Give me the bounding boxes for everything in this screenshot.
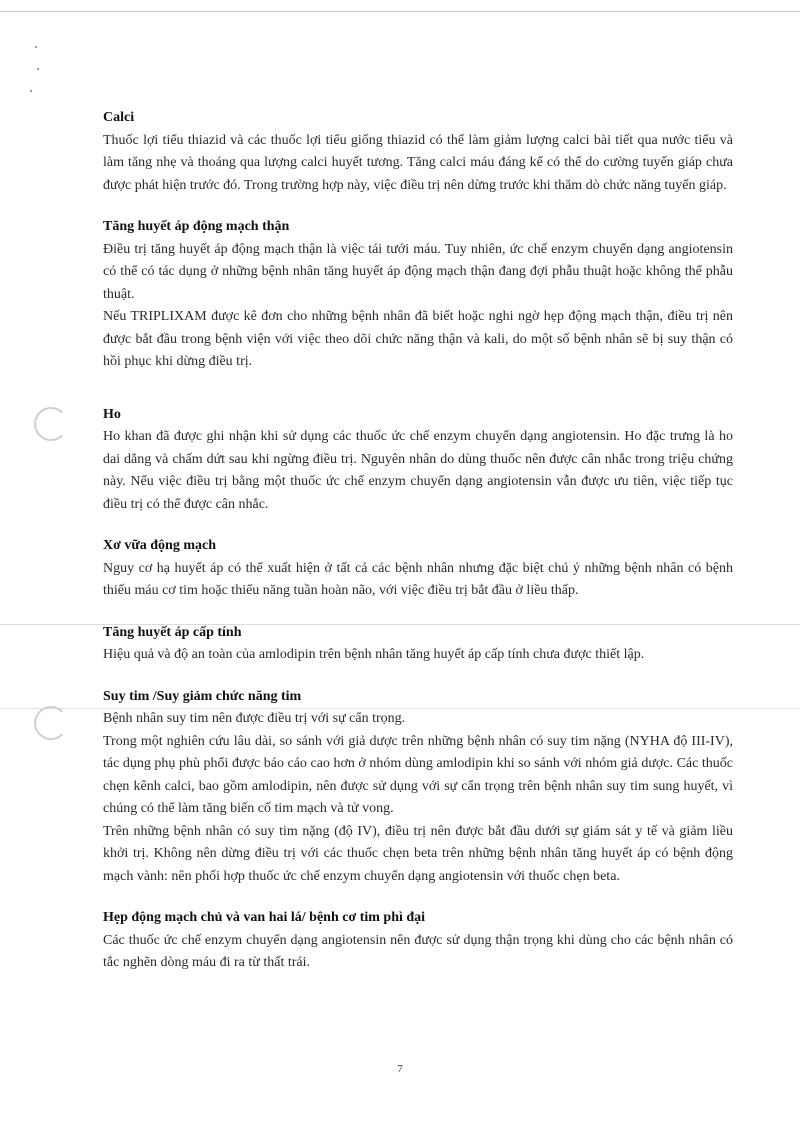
punch-hole-mark (34, 407, 68, 441)
document-body (103, 107, 733, 994)
section-atherosclerosis (103, 535, 733, 603)
section-heading: Suy tim /Suy giảm chức năng tim (103, 688, 302, 704)
paragraph: Ho khan đã được ghi nhận khi sử dụng các thuốc ức chế enzym chuyển dạng angiotensin. Ho đặc trưng là ho dai dẳng và chấm dứt sau khi ngừng điều trị. Nguyên nhân do dùng thuốc nên được cân nhắc trong triệu chứng này. Nếu việc điều trị bằng một thuốc ức chế enzym chuyển dạng angiotensin vẫn được ưu tiên, việc tiếp tục điều trị có thể được cân nhắc. (103, 429, 733, 512)
paragraph: Bệnh nhân suy tim nên được điều trị với sự cẩn trọng. (103, 711, 406, 726)
section-calci (103, 107, 733, 197)
paragraph: Nếu TRIPLIXAM được kê đơn cho những bệnh nhân đã biết hoặc nghi ngờ hẹp động mạch thận, điều trị nên được bắt đầu trong bệnh viện với việc theo dõi chức năng thận và kali, do một số bệnh nhân sẽ bị suy thận có hồi phục khi dừng điều trị. (103, 309, 733, 369)
paragraph: Trên những bệnh nhân có suy tim nặng (độ IV), điều trị nên được bắt đầu dưới sự giám sát y tế và giảm liều khởi trị. Không nên dừng điều trị với các thuốc chẹn beta trên những bệnh nhân tăng huyết áp có bệnh động mạch vành: nên phối hợp thuốc ức chế enzym chuyển dạng angiotensin với thuốc chẹn beta. (103, 823, 733, 884)
paragraph: Nguy cơ hạ huyết áp có thể xuất hiện ở tất cả các bệnh nhân nhưng đặc biệt chú ý những bệnh nhân có bệnh thiếu máu cơ tim hoặc thiểu năng tuần hoàn não, với việc điều trị bắt đầu ở liều thấp. (103, 560, 733, 598)
scan-top-edge (0, 11, 800, 12)
section-heading: Hẹp động mạch chủ và van hai lá/ bệnh cơ tim phì đại (103, 910, 426, 925)
section-heading: Calci (103, 110, 135, 125)
section-renovascular-hypertension (103, 216, 733, 374)
scan-speck (30, 90, 32, 92)
section-heading: Tăng huyết áp động mạch thận (103, 219, 290, 234)
section-stenosis-cardiomyopathy (103, 907, 733, 975)
section-heart-failure (103, 686, 733, 889)
section-heading: Tăng huyết áp cấp tính (103, 624, 242, 640)
section-heading: Xơ vữa động mạch (103, 538, 216, 553)
section-cough (103, 404, 733, 517)
paragraph: Trong một nghiên cứu lâu dài, so sánh với giả dược trên những bệnh nhân có suy tim nặng (NYHA độ III-IV), tác dụng phụ phù phổi được báo cáo cao hơn ở nhóm dùng amlodipin khi so sánh với nhóm giả dược. Các thuốc chẹn kênh calci, bao gồm amlodipin, nên được sử dụng với sự cẩn trọng trên bệnh nhân suy tim sung huyết, vì chúng có thể làm tăng biến cố tim mạch và tử vong. (103, 733, 733, 816)
section-heading: Ho (103, 406, 121, 422)
page-number: 7 (397, 1063, 403, 1075)
scan-speck (35, 46, 37, 48)
punch-hole-mark (34, 706, 68, 740)
scan-speck (37, 68, 39, 70)
paragraph: Các thuốc ức chế enzym chuyển dạng angiotensin nên được sử dụng thận trọng khi dùng cho các bệnh nhân có tắc nghẽn dòng máu đi ra từ thất trái. (103, 932, 733, 970)
section-hypertensive-crisis (103, 622, 733, 667)
paragraph: Điều trị tăng huyết áp động mạch thận là việc tái tưới máu. Tuy nhiên, ức chế enzym chuyển dạng angiotensin có thể có tác dụng ở những bệnh nhân tăng huyết áp động mạch thận đang đợi phẫu thuật hoặc không thể phẫu thuật. (103, 241, 733, 302)
paragraph: Hiệu quả và độ an toàn của amlodipin trên bệnh nhân tăng huyết áp cấp tính chưa được thiết lập. (103, 647, 645, 662)
paragraph: Thuốc lợi tiểu thiazid và các thuốc lợi tiểu giống thiazid có thể làm giảm lượng calci bài tiết qua nước tiểu và làm tăng nhẹ và thoáng qua lượng calci huyết tương. Tăng calci máu đáng kể có thể do cường tuyến giáp chưa được phát hiện trước đó. Trong trường hợp này, việc điều trị nên dừng trước khi thăm dò chức năng tuyến giáp. (103, 132, 733, 193)
